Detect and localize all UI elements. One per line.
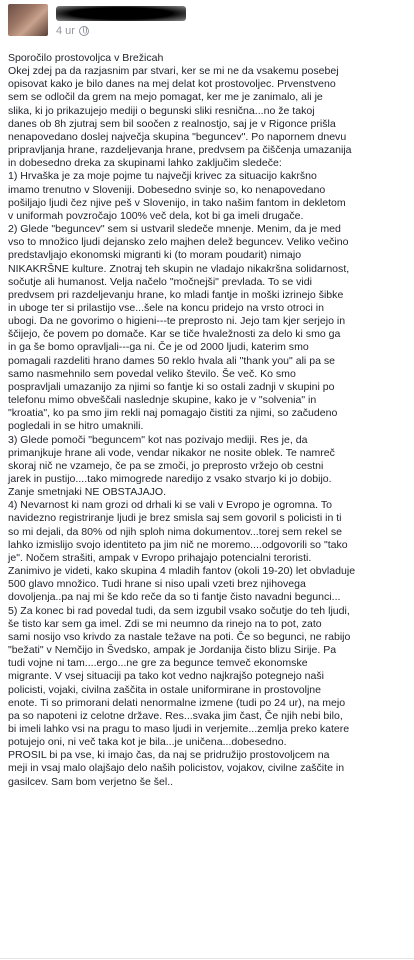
globe-icon — [79, 26, 89, 36]
post-header — [8, 0, 406, 48]
post-title: Sporočilo prostovoljca v Brežicah — [8, 52, 164, 64]
divider — [0, 958, 414, 959]
post-body: Okej zdej pa da razjasnim par stvari, ker se mi ne da vsakemu posebej opisovat kako je bilo danes na mej delat kot prostovoljec. Prvenstveno sem se odločil da grem na mejo pomagat, ker me je zanimalo, ali je slika, ki jo prikazujejo mediji o begunski sliki resnična...no že takoj danes ob 8h zjutraj sem bil soočen z realnostjo, saj je v Rigonce prišla nenapovedano doslej največja skupina "beguncev". Po napornem dnevu pripravljanja hrane, razdeljevanja hrane, predvsem pa čiščenja umazanija in dobesedno dreka za skupinami lahko zaključim sledeče: 1) Hrvaška je za moje pojme tu največji krivec za situacijo kakršno imamo trenutno v Sloveniji. Dobesedno svinje so, ko nenapovedano pošiljajo ljudi čez njive peš v Slovenijo, in tako našim fantom in dekletom v uniformah povzročajo 100% več dela, kot bi ga imeli drugače. 2) Glede "beguncev" sem si ustvaril sledeče mnenje. Menim, da je med vso to množico ljudi dejansko zelo majhen delež beguncev. Veliko večino predstavljajo ekonomski migranti ki (to moram poudarit) nimajo NIKAKRŠNE kulture. Znotraj teh skupin ne vladajo nikakršna solidarnost, sočutje ali humanost. Velja načelo "močnejši" prevlada. To se vidi predvsem pri razdeljevanju hrane, ko mladi fantje in moški izrinejo šibke in uboge ter si prilastijo vse...šele na koncu pridejo na vrsto otroci in ubogi. Da ne govorimo o higieni---te preprosto ni. Jejo tam kjer serjejo in ščijejo, če povem po domače. Kar se tiče hvaležnosti za delo ki smo ga in ga še bomo opravljali---ga ni. Če je od 2000 ljudi, katerim smo pomagali razdeliti hrano dames 50 reklo hvala ali "thank you" ali pa se samo nasmehnilo sem povedal veliko število. Še več. Ko smo pospravljali umazanijo za njimi so fantje ki so ostali zadnji v skupini po telefonu mimo obveščali naslednje skupine, kako je v "solvenia" in "kroatia", ko pa smo jim rekli naj pomagajo čistiti za njimi, so začudeno pogledali in se hitro umaknili. 3) Glede pomoči "beguncem" kot nas pozivajo mediji. Res je, da primanjkuje hrane ali vode, vendar nikakor ne nosite oblek. Te namreč skoraj nič ne vzamejo, če pa se zmoči, jo preprosto vržejo ob cestni jarek in pustijo....tako mimogrede naredijo z vsako stvarjo ki jo dobijo. Zanje smetnjaki NE OBSTAJAJO. 4) Nevarnost ki nam grozi od drhali ki se vali v Evropo je ogromna. To navidezno registriranje ljudi je brez smisla saj sem govoril s policisti in ti so mi dejali, da 80% od njih sploh nima dokumentov...torej sem rekel se lahko izmislijo svojo identiteto pa jim nič ne moremo....odgovorili so "tako je". Nočem strašiti, ampak v Evropo prihajajo potencialni teroristi. Zanimivo je videti, kako skupina 4 mladih fantov (okoli 19-20) let obvladuje 500 glavo množico. Tudi hrane si niso upali vzeti brez njihovega dovoljenja..pa naj mi še kdo reče da so ti fantje čisto navadni begunci... 5) Za konec bi rad povedal tudi, da sem izgubil vsako sočutje do teh ljudi, še tisto kar sem ga imel. Zdi se mi neumno da rinejo na to pot, zato sami nosijo vso krivdo za nastale težave na poti. Če so begunci, ne rabijo "bežati" v Nemčijo in Švedsko, ampak je Jordanija čisto blizu Sirije. Pa tudi vojne ni tam....ergo...ne gre za begunce temveč ekonomske migrante. V vsej situaciji pa tako kot vedno najkrajšo potegnejo naši policisti, vojaki, civilna zaščita in ostale uniformirane in prostovoljne enote. Ti so primorani delati nenormalne izmene (tudi po 24 ur), na mejo pa so napoteni iz celotne države. Res...svaka jim čast, Če njih nebi bilo, bi imeli lahko vsi na pragu to maso ljudi in verjemite...zemlja preko katere potujejo oni, ni več taka kot je bila...je uničena...dobesedno. PROSIL bi pa vse, ki imajo čas, da naj se pridružijo prostovoljcem na meji in vsaj malo olajšajo delo naših policistov, vojakov, civilne zaščite in gasilcev. Sam bom verjetno še šel.. — [8, 65, 356, 788]
post-timestamp[interactable]: 4 ur — [56, 25, 75, 37]
author-avatar[interactable] — [8, 4, 48, 36]
post-meta — [56, 6, 186, 37]
timestamp-row — [56, 25, 186, 37]
author-name-redacted[interactable] — [56, 6, 186, 21]
